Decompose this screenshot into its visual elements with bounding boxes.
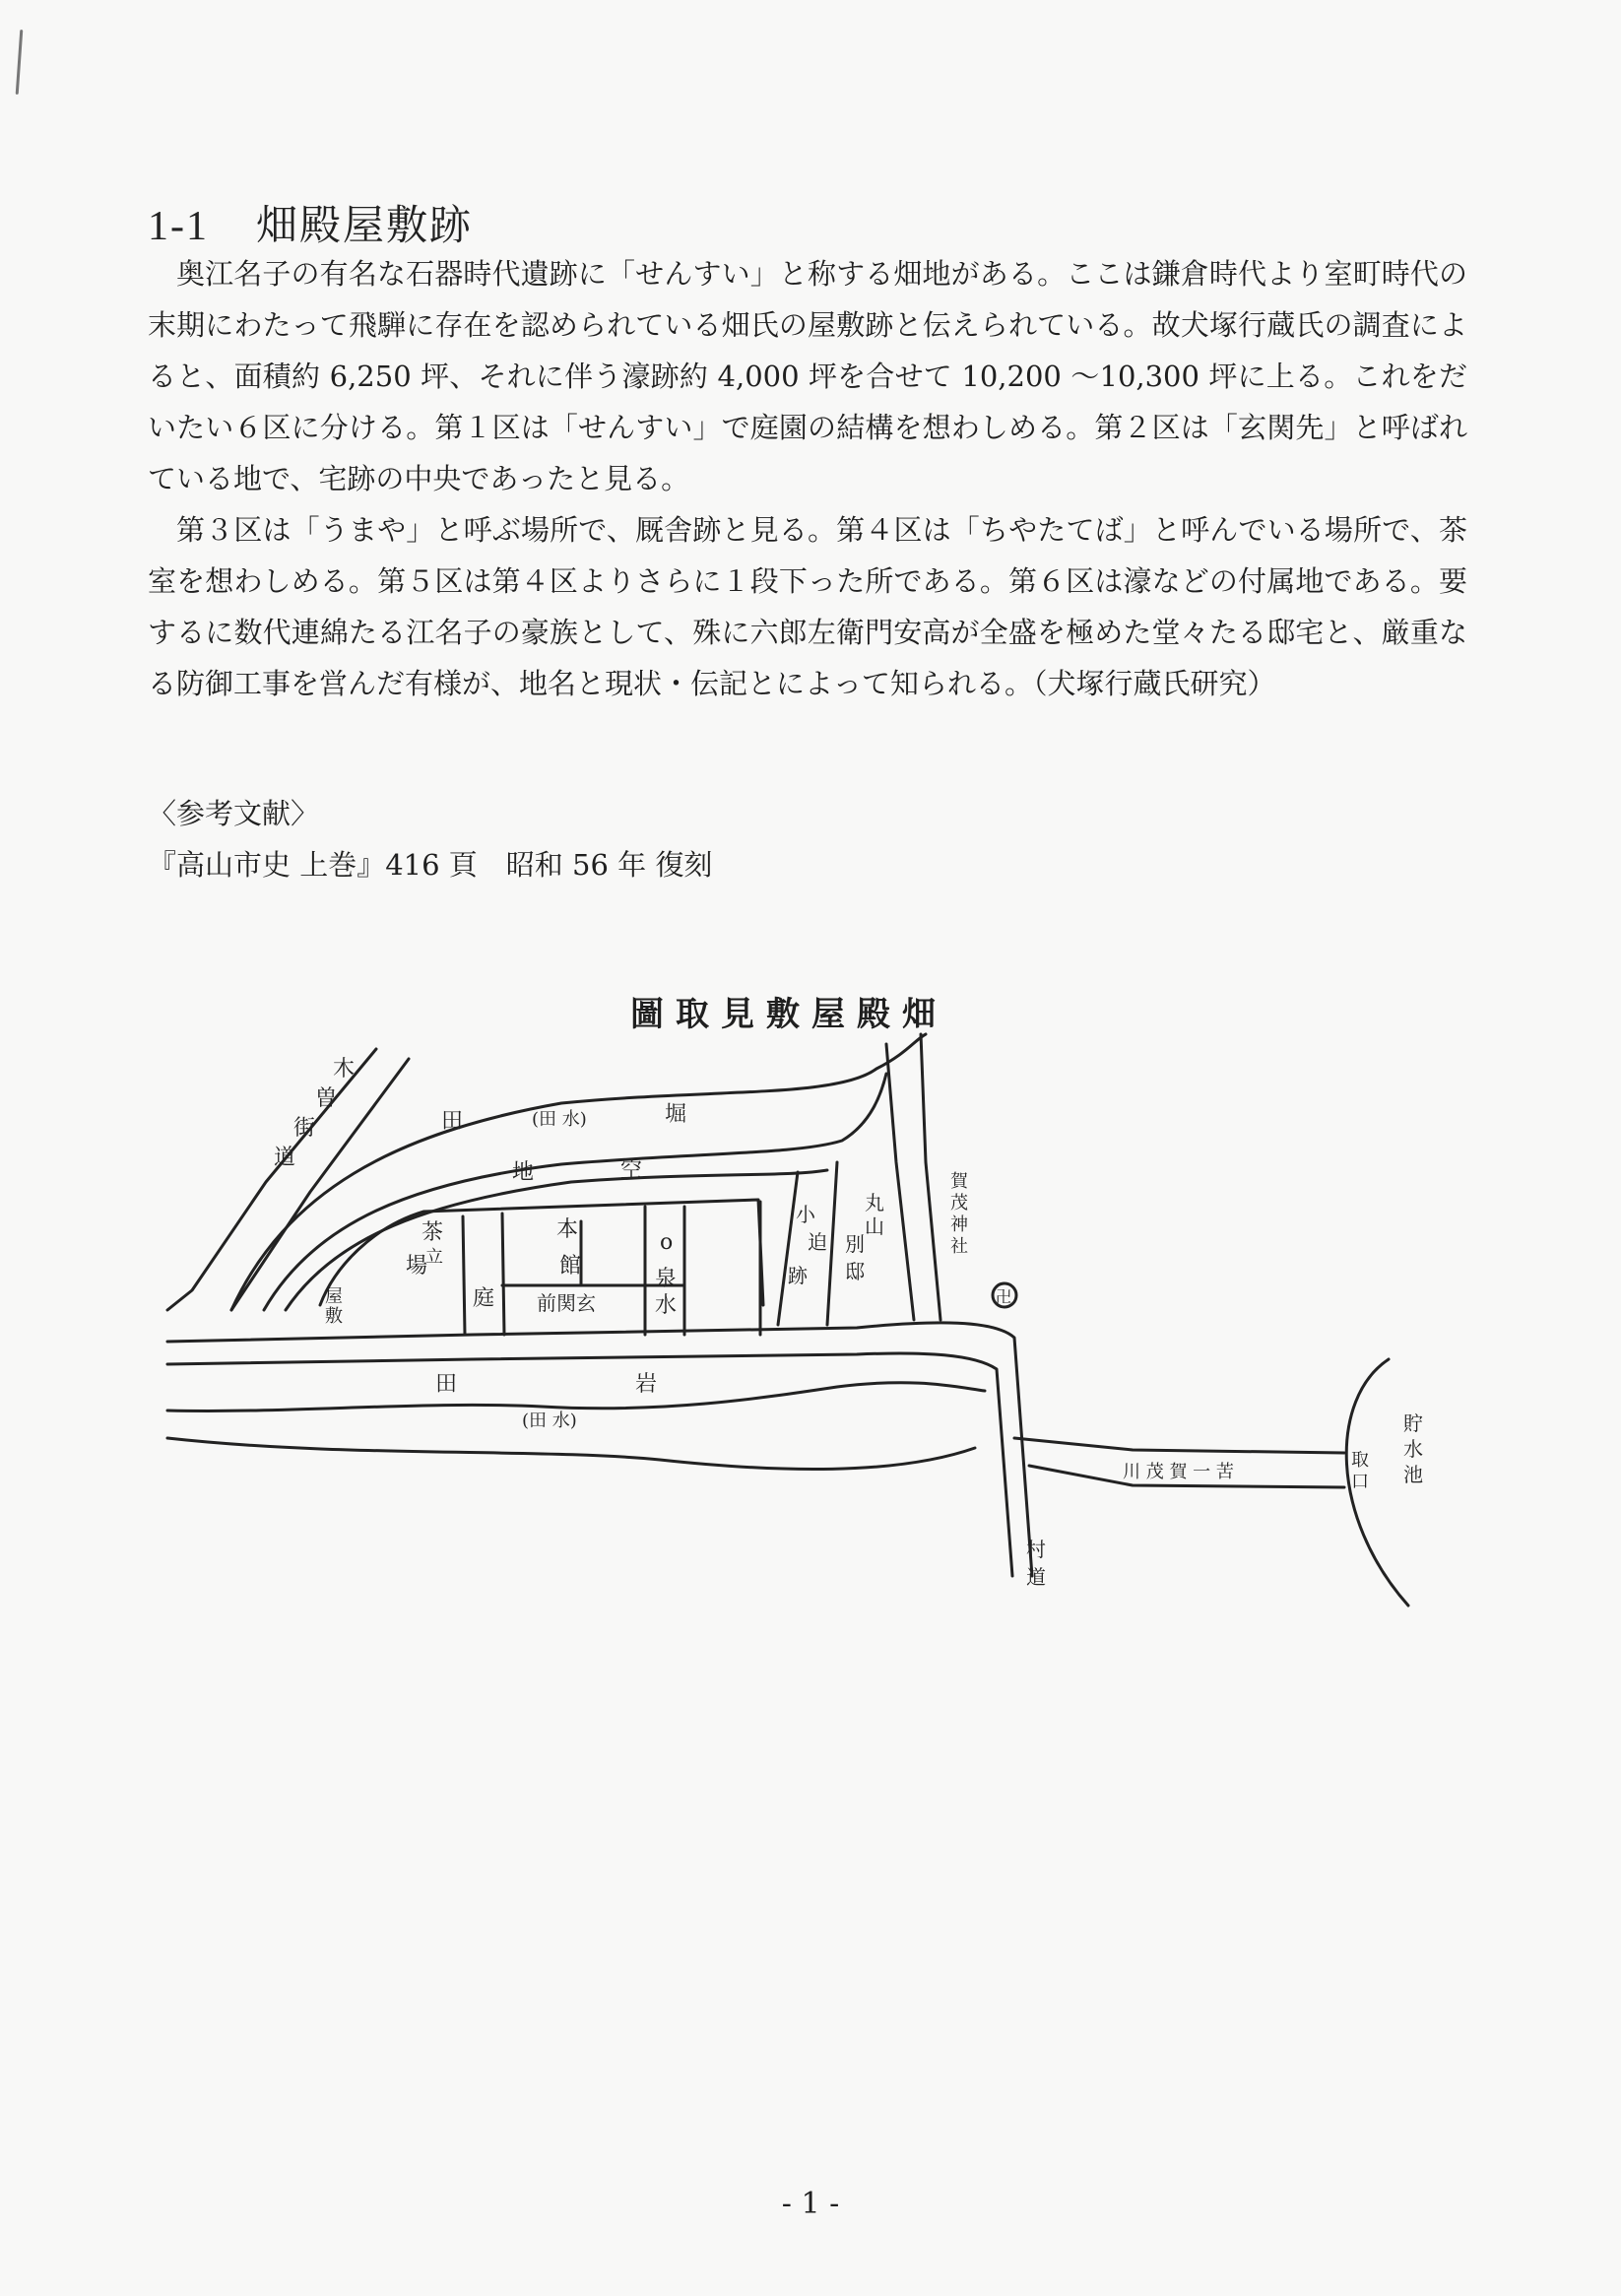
label-chatate-2: 立 [425,1247,443,1268]
label-ta-top: 田 [441,1109,464,1134]
label-maruyama-3: 別 [845,1232,865,1256]
stream-2 [827,1162,837,1325]
east-road-right-edge [921,1034,940,1320]
body-text [148,248,1467,709]
east-road-left-edge [886,1044,914,1320]
label-suiden-top: (田 水) [532,1109,587,1130]
label-sora: 空 [620,1158,643,1183]
label-kaido-3: 街 [293,1116,316,1141]
edge-scratch-mark [16,30,24,95]
river-channel-upper [1014,1438,1344,1453]
label-iwa: 岩 [635,1372,658,1397]
label-circle-mark: o [660,1230,674,1255]
label-river: 川 茂 賀 一 苦 [1123,1462,1234,1482]
label-kamo-1: 賀 [950,1171,968,1192]
label-honkan-2: 館 [559,1254,582,1279]
label-sensui-1: 泉 [655,1267,678,1291]
label-pond-2: 水 [1403,1437,1423,1461]
references-heading: 〈参考文献〉 [148,797,320,830]
label-pond-3: 池 [1403,1463,1423,1486]
label-intake-1: 取 [1351,1450,1369,1471]
label-ta-bottom: 田 [435,1372,458,1397]
page-number: - 1 - [781,2187,840,2221]
section-number: 1-1 [148,204,209,250]
section-title: 畑殿屋敷跡 [256,201,474,250]
lower-field-lower-edge [167,1438,975,1470]
label-kaido-1: 木 [333,1057,356,1082]
divider-1 [463,1216,465,1335]
label-kaido-4: 道 [274,1146,296,1170]
estate-map [148,1024,1458,1625]
paragraph-1: 奥江名子の有名な石器時代遺跡に「せんすい」と称する畑地がある。ここは鎌倉時代より室町時代の末期にわたって飛騨に存在を認められている畑氏の屋敷跡と伝えられている。故犬塚行蔵氏の調査によると、面積約 6,250 坪、それに伴う濠跡約 4,000 坪を合せて 10,200 ～10,300 坪に上る。これをだいたい６区に分ける。第１区は「せんすい」で庭園の結構を想わしめる。第２区は「玄関先」と呼ばれている地で、宅跡の中央であったと見る。 [148,257,1467,495]
label-suiden-bottom: (田 水) [522,1410,577,1431]
references [148,788,712,890]
label-maruyama-2: 山 [865,1214,884,1238]
label-kaido-2: 曽 [315,1086,338,1111]
label-pond-1: 貯 [1403,1411,1423,1435]
label-yashiki-1: 屋 [325,1286,343,1307]
label-chatate-1: 茶 [421,1220,444,1245]
label-kozato-3: 跡 [788,1264,808,1287]
label-kamo-4: 社 [950,1236,968,1257]
label-village-2: 道 [1026,1565,1046,1589]
label-genkan: 前関玄 [537,1291,596,1315]
label-kozato-1: 小 [796,1203,815,1226]
map-title: 圖取見敷屋殿畑 [630,995,947,1034]
paragraph-2: 第３区は「うまや」と呼ぶ場所で、厩舎跡と見る。第４区は「ちやたてば」と呼んでいる場所で、茶室を想わしめる。第５区は第４区よりさらに１段下った所である。第６区は濠などの付属地である。要するに数代連綿たる江名子の豪族として、殊に六郎左衛門安高が全盛を極めた堂々たる邸宅と、厳重なる防御工事を営んだ有様が、地名と現状・伝記とによって知られる。（犬塚行蔵氏研究） [148,513,1467,700]
label-kamo-3: 神 [950,1214,968,1235]
label-intake-2: 口 [1351,1472,1369,1492]
label-maruyama-4: 邸 [845,1260,865,1283]
lower-field-upper-edge [167,1383,985,1411]
label-village-1: 村 [1026,1538,1046,1561]
label-maruyama-1: 丸 [865,1191,884,1214]
estate-boundary [320,1200,763,1305]
label-chatate-3: 場 [406,1254,428,1279]
label-sensui-2: 水 [655,1293,678,1318]
stream-1 [778,1172,798,1325]
label-honkan-1: 本 [556,1217,579,1242]
label-kamo-2: 茂 [950,1193,968,1214]
label-niwa: 庭 [473,1286,495,1311]
label-yashiki-2: 敷 [325,1306,343,1327]
label-hori: 堀 [665,1102,687,1127]
divider-2 [502,1214,504,1335]
page-title [148,193,473,252]
label-chi: 地 [512,1160,535,1185]
reference-item: 『高山市史 上巻』416 頁 昭和 56 年 復刻 [148,848,713,882]
label-shrine-mark: 卍 [996,1287,1012,1306]
label-kozato-2: 迫 [808,1230,827,1254]
